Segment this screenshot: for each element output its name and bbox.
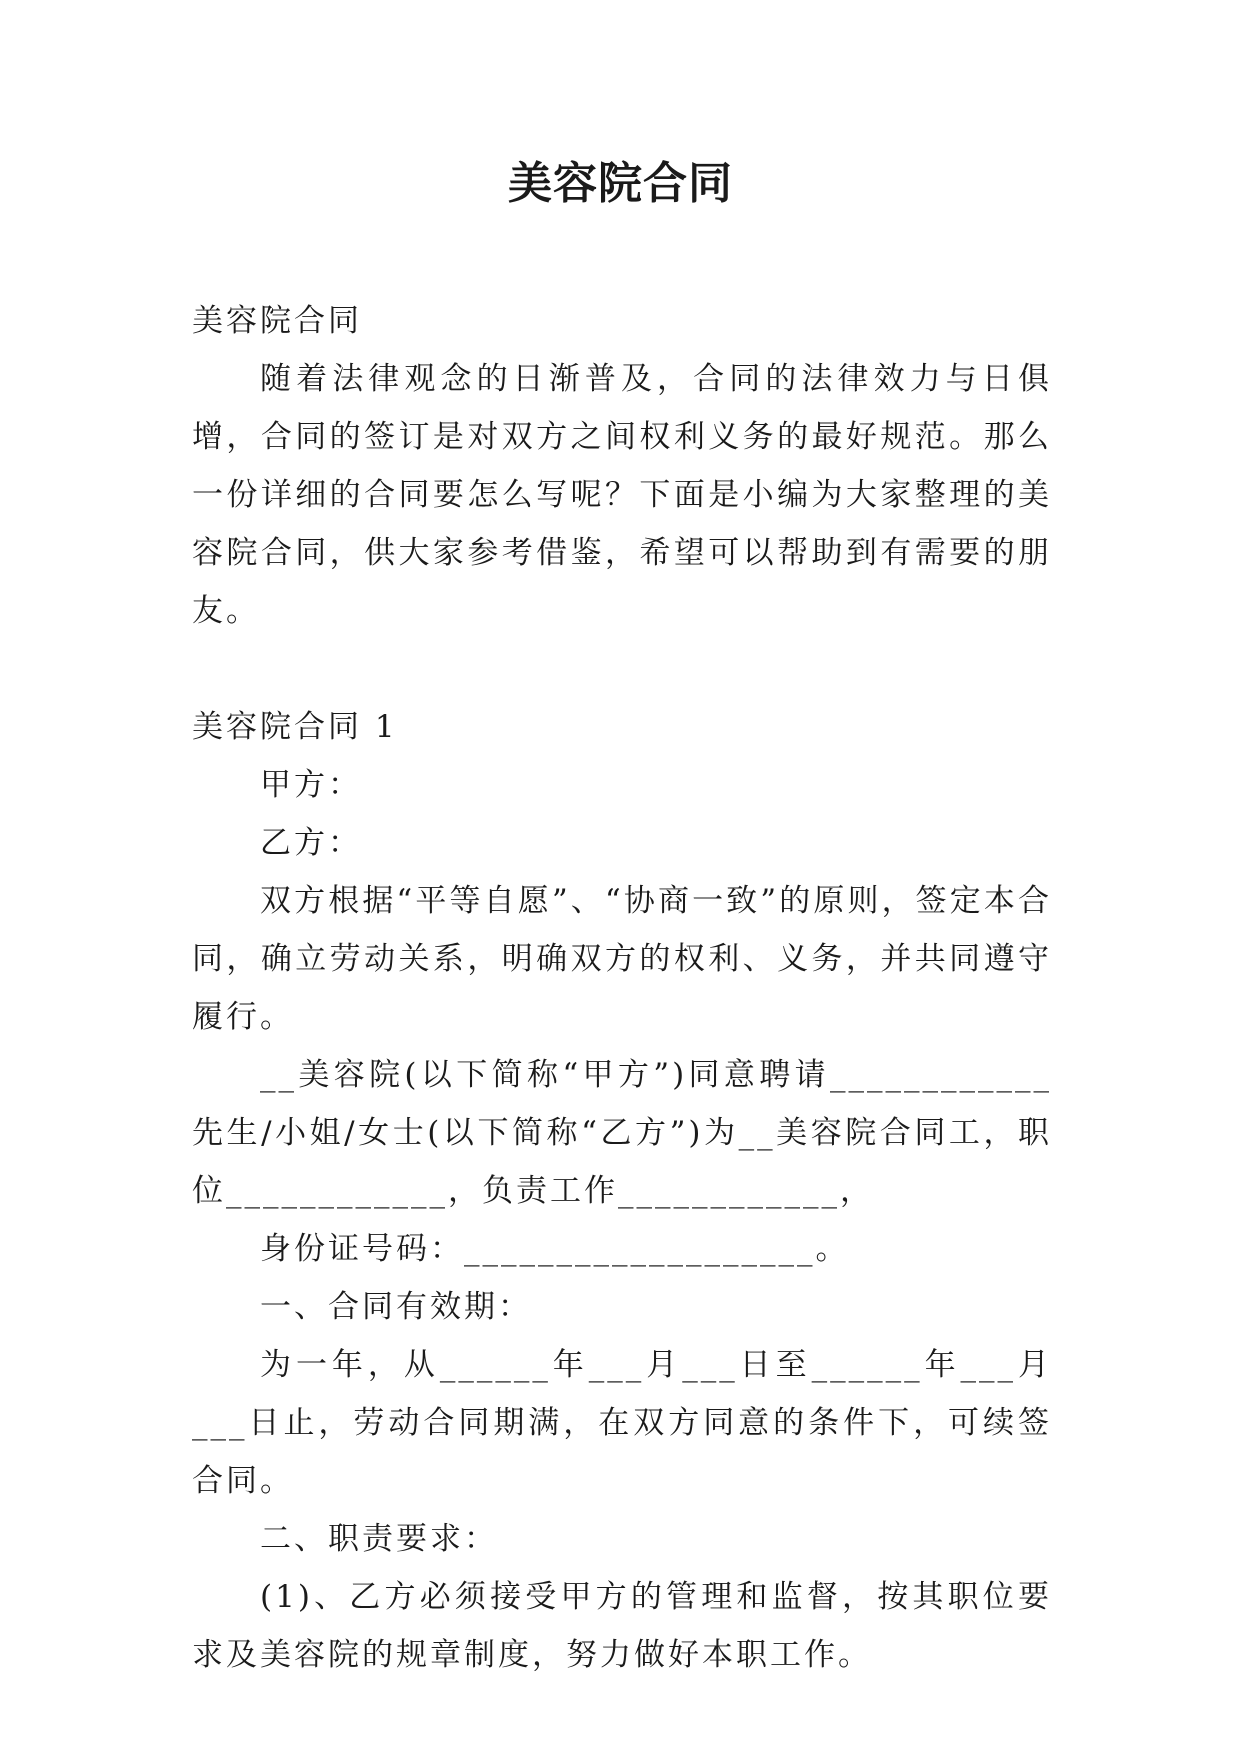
document-subtitle: 美容院合同	[192, 303, 362, 339]
section-spacer	[192, 640, 1052, 698]
term-heading: 一、合同有效期：	[260, 1289, 532, 1325]
duty-item-1: (1)、乙方必须接受甲方的管理和监督，按其职位要求及美容院的规章制度，努力做好本职工作。	[192, 1579, 1052, 1673]
duty-heading: 二、职责要求：	[260, 1521, 498, 1557]
document-body	[192, 292, 1052, 1684]
document-title: 美容院合同	[508, 158, 733, 209]
intro-paragraph: 随着法律观念的日渐普及，合同的法律效力与日俱增，合同的签订是对双方之间权利义务的最好规范。那么一份详细的合同要怎么写呢？下面是小编为大家整理的美容院合同，供大家参考借鉴，希望可以帮助到有需要的朋友。	[192, 361, 1052, 629]
employment-paragraph: __美容院(以下简称“甲方”)同意聘请____________先生/小姐/女士(以下简称“乙方”)为__美容院合同工，职位____________，负责工作____________，	[192, 1057, 1052, 1209]
id-number-line: 身份证号码：___________________。	[260, 1231, 850, 1267]
term-paragraph: 为一年，从______年___月___日至______年___月___日止，劳动合同期满，在双方同意的条件下，可续签合同。	[192, 1347, 1052, 1499]
principle-paragraph: 双方根据“平等自愿”、“协商一致”的原则，签定本合同，确立劳动关系，明确双方的权利、义务，并共同遵守履行。	[192, 883, 1052, 1035]
party-b-line: 乙方：	[260, 825, 362, 861]
party-a-line: 甲方：	[260, 767, 362, 803]
section-heading: 美容院合同 1	[192, 709, 398, 745]
